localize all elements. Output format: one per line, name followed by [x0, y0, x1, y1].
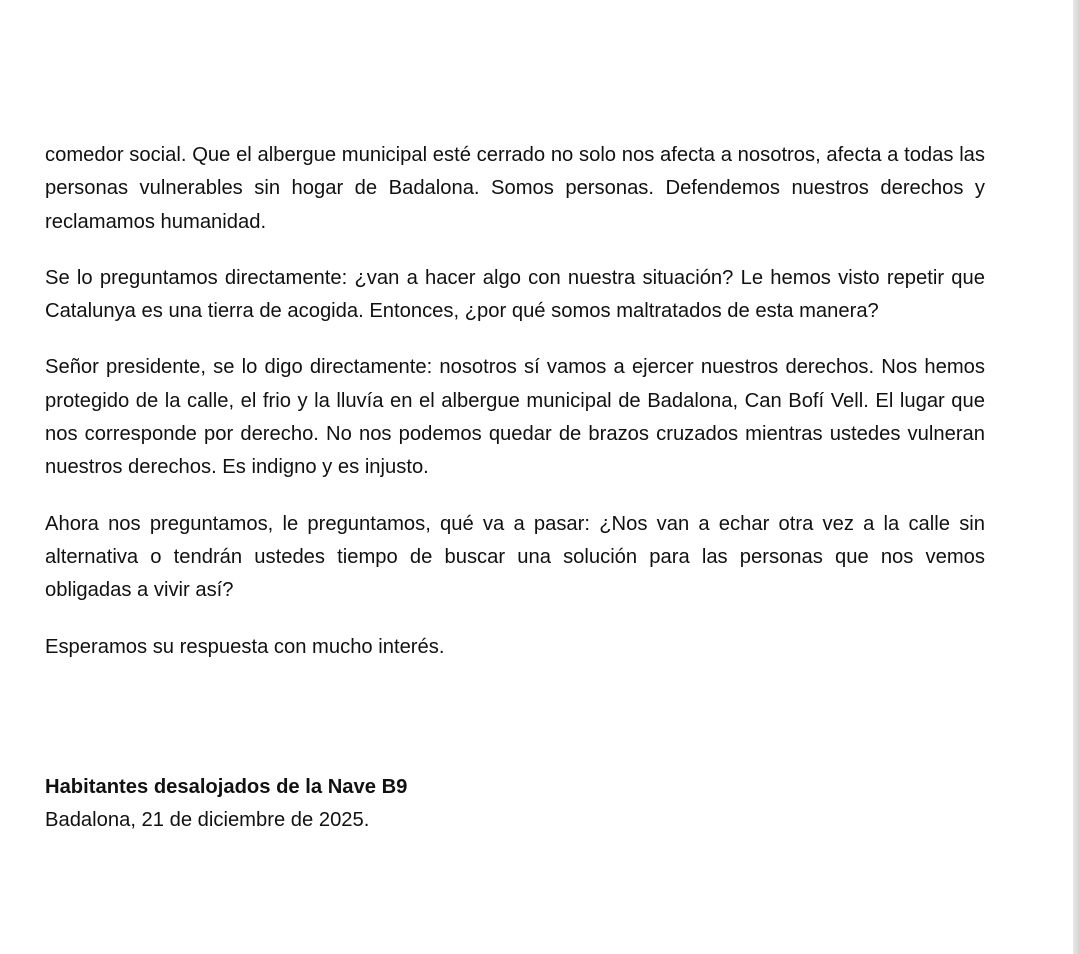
paragraph-rights: Señor presidente, se lo digo directamente: nosotros sí vamos a ejercer nuestros derechos. Nos hemos protegido de la calle, el frio y la lluvía en el albergue municipal de Badalona, Can Bofí Vell. El lugar que nos corresponde por derecho. No nos podemos quedar de brazos cruzados mientras ustedes vulneran nuestros derechos. Es indigno y es injusto. — [45, 356, 985, 479]
letter-body — [45, 139, 985, 664]
paragraph-humanity: comedor social. Que el albergue municipal esté cerrado no solo nos afecta a nosotros, afecta a todas las personas vulnerables sin hogar de Badalona. Somos personas. Defendemos nuestros derechos y reclamamos humanidad. — [45, 144, 985, 233]
signature-author: Habitantes desalojados de la Nave B9 — [45, 776, 408, 798]
paragraph-closing: Esperamos su respuesta con mucho interés. — [45, 635, 445, 658]
paragraph-question: Se lo preguntamos directamente: ¿van a hacer algo con nuestra situación? Le hemos visto repetir que Catalunya es una tierra de acogida. Entonces, ¿por qué somos maltratados de esta manera? — [45, 266, 985, 323]
paragraph-future: Ahora nos preguntamos, le preguntamos, qué va a pasar: ¿Nos van a echar otra vez a la calle sin alternativa o tendrán ustedes tiempo de buscar una solución para las personas que nos vemos obligadas a vivir así? — [45, 512, 985, 602]
signature-place-date: Badalona, 21 de diciembre de 2025. — [45, 809, 370, 831]
signature-block — [45, 771, 985, 837]
page-edge — [1073, 0, 1080, 954]
